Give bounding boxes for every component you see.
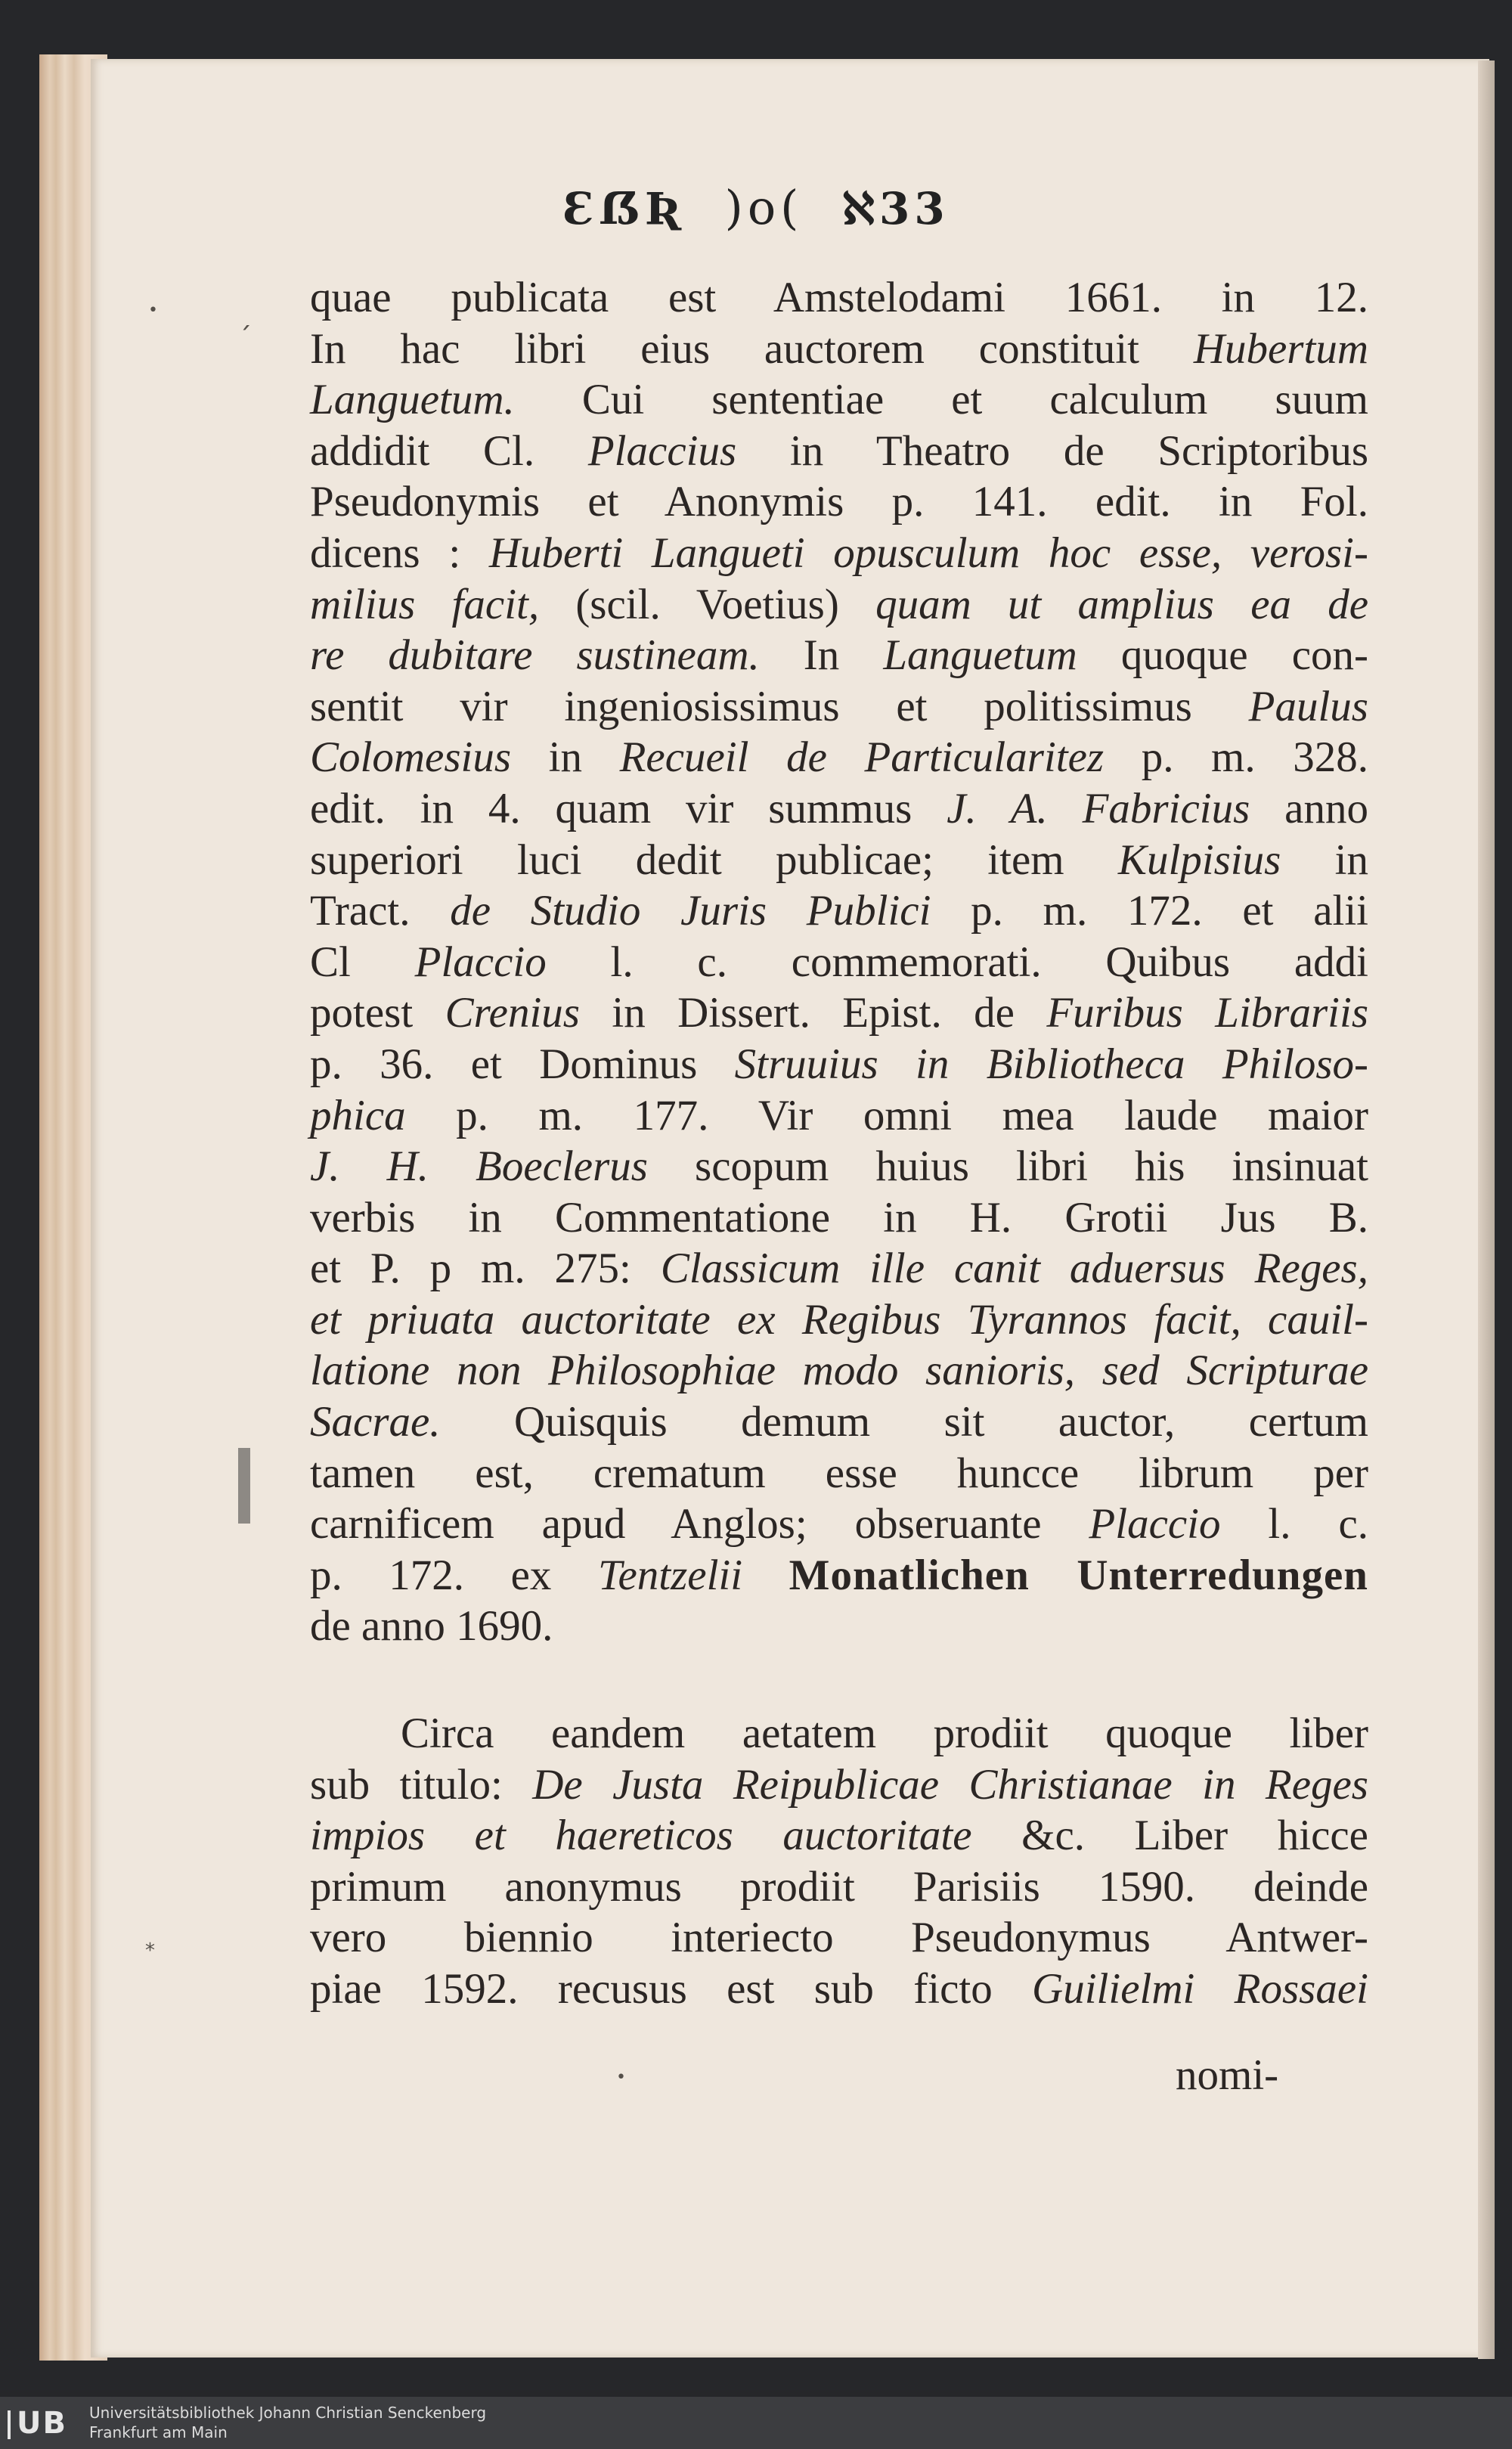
text-run: quae publicata est Amstelodami 1661. in 12.: [310, 274, 1368, 321]
text-line: [310, 987, 1368, 1039]
text-run: superiori luci dedit publicae; item: [310, 835, 1118, 884]
text-run: de anno 1690.: [310, 1602, 553, 1651]
text-line: [310, 1964, 1368, 2015]
text-run: in: [511, 733, 620, 782]
italic-run: Guilielmi Rossaei: [1032, 1965, 1368, 2013]
text-line: [310, 1090, 1368, 1142]
text-run: anno: [1250, 784, 1368, 832]
text-line: [310, 681, 1368, 733]
text-line: [310, 1243, 1368, 1294]
text-line: [310, 1192, 1368, 1244]
text-run: scopum huius libri his insinuat: [647, 1142, 1368, 1191]
text-run: carnificem apud Anglos; obseruante: [310, 1500, 1089, 1548]
text-line: [310, 272, 1368, 324]
text-run: in: [1281, 835, 1368, 884]
text-run: sub titulo:: [310, 1760, 533, 1809]
text-line: [310, 1397, 1368, 1448]
text-run: Tract.: [310, 887, 451, 935]
text-run: in Dissert. Epist. de: [579, 989, 1047, 1037]
text-run: p. 172. ex: [310, 1551, 598, 1599]
text-run: piae 1592. recusus est sub ficto: [310, 1965, 1033, 2013]
italic-run: de Studio Juris Publici: [450, 887, 931, 935]
page-header: [0, 180, 1512, 235]
text-run: p. 36. et Dominus: [310, 1040, 735, 1088]
library-logo: UB: [8, 2406, 80, 2441]
institution-name: [89, 2403, 486, 2442]
text-run: primum anonymus prodiit Parisiis 1590. deinde: [310, 1862, 1368, 1911]
italic-run: impios et haereticos auctoritate: [310, 1812, 972, 1860]
text-line: [310, 1345, 1368, 1397]
italic-run: Languetum: [883, 631, 1077, 680]
paragraph-gap: [310, 1652, 1368, 1708]
margin-mark-lower: *: [145, 1939, 155, 1962]
text-line: [310, 1550, 1368, 1601]
text-run: dicens :: [310, 529, 489, 577]
margin-clip-mark: [238, 1448, 250, 1524]
italic-run: quam ut amplius ea de: [875, 580, 1368, 628]
text-run: p. m. 172. et alii: [931, 887, 1369, 935]
body-text: [310, 272, 1368, 2015]
footer-bar: [0, 2397, 1512, 2449]
text-line: [310, 937, 1368, 988]
text-line: [310, 1039, 1368, 1090]
text-run: quoque con-: [1077, 631, 1368, 680]
italic-run: Classicum ille canit aduersus Reges,: [660, 1245, 1368, 1293]
text-line: [310, 579, 1368, 631]
header-ornament-right: ℵ33: [841, 183, 950, 234]
text-line: [310, 1499, 1368, 1550]
text-run: l. c. commemorati. Quibus addi: [546, 938, 1368, 986]
text-run: l. c.: [1220, 1500, 1368, 1548]
text-line: [310, 476, 1368, 528]
italic-run: phica: [310, 1091, 406, 1139]
text-run: tamen est, crematum esse huncce librum per: [310, 1449, 1368, 1497]
italic-run: Furibus Librariis: [1046, 989, 1369, 1037]
text-run: &c. Liber hicce: [971, 1812, 1368, 1860]
italic-run: Crenius: [445, 989, 580, 1037]
text-line: [310, 835, 1368, 886]
italic-run: milius facit,: [310, 580, 540, 628]
text-run: edit. in 4. quam vir summus: [310, 784, 947, 832]
italic-run: Placcius: [587, 426, 737, 475]
institution-line-1: Universitätsbibliothek Johann Christian Senckenberg: [89, 2404, 487, 2422]
text-line: [310, 1294, 1368, 1346]
page-marker: )o(: [724, 180, 804, 235]
text-run: verbis in Commentatione in H. Grotii Jus B.: [310, 1193, 1368, 1242]
italic-run: Hubertum: [1193, 324, 1368, 373]
italic-run: Languetum.: [310, 376, 515, 424]
text-line: [310, 1810, 1368, 1862]
text-line: [310, 885, 1368, 937]
text-line: [310, 1708, 1368, 1759]
text-run: p. m. 328.: [1104, 733, 1368, 782]
italic-run: J. H. Boeclerus: [310, 1142, 648, 1191]
text-run: sentit vir ingeniosissimus et politissimus: [310, 682, 1249, 730]
margin-dot-mark: •: [148, 301, 158, 320]
italic-run: Colomesius: [310, 733, 512, 782]
margin-stroke-mark: ˏ: [238, 299, 252, 330]
text-run: Circa eandem aetatem prodiit quoque liber: [401, 1710, 1368, 1758]
text-line: [310, 426, 1368, 477]
text-line: [310, 1601, 1368, 1652]
italic-run: De Justa Reipublicae Christianae in Reges: [532, 1760, 1368, 1809]
text-run: (scil. Voetius): [539, 580, 876, 628]
italic-run: Struuius in Bibliotheca Philoso-: [734, 1040, 1369, 1088]
header-ornament-left: ƐẞƦ: [562, 183, 686, 234]
text-run: p. m. 177. Vir omni mea laude maior: [405, 1091, 1368, 1139]
text-line: [310, 528, 1368, 579]
italic-run: latione non Philosophiae modo sanioris, sed Scripturae: [310, 1347, 1368, 1395]
italic-run: J. A. Fabricius: [947, 784, 1250, 832]
text-line: [310, 1141, 1368, 1192]
text-run: In hac libri eius auctorem constituit: [310, 324, 1194, 373]
text-run: [742, 1552, 789, 1599]
text-run: Cl: [310, 938, 415, 986]
text-line: [310, 1448, 1368, 1499]
italic-run: Tentzelii: [597, 1551, 743, 1599]
text-line: [310, 1862, 1368, 1913]
italic-run: Placcio: [414, 938, 547, 986]
italic-run: re dubitare sustineam.: [310, 631, 760, 680]
text-line: [310, 324, 1368, 375]
text-line: [310, 1759, 1368, 1811]
catchword: nomi-: [1176, 2051, 1279, 2099]
bottom-dot-mark: •: [616, 2068, 626, 2087]
italic-run: et priuata auctoritate ex Regibus Tyrannos facit, cauil-: [310, 1295, 1368, 1344]
text-run: Quisquis demum sit auctor, certum: [440, 1398, 1368, 1446]
text-run: in Theatro de Scriptoribus: [736, 426, 1368, 475]
text-run: Cui sententiae et calculum suum: [514, 376, 1368, 424]
text-line: [310, 732, 1368, 783]
text-run: addidit Cl.: [310, 426, 588, 475]
italic-run: Huberti Langueti opusculum hoc esse, verosi-: [488, 529, 1368, 577]
italic-run: Recueil de Particularitez: [619, 733, 1105, 782]
text-line: [310, 783, 1368, 835]
text-run: vero biennio interiecto Pseudonymus Antwer-: [310, 1914, 1368, 1962]
page-right-edge: [1478, 60, 1495, 2359]
italic-run: Sacrae.: [310, 1398, 441, 1446]
text-run: In: [759, 631, 884, 680]
italic-run: Paulus: [1248, 682, 1368, 730]
text-run: Pseudonymis et Anonymis p. 141. edit. in Fol.: [310, 478, 1368, 526]
text-line: [310, 630, 1368, 681]
blackletter-run: Monatlichen Unterredungen: [789, 1551, 1368, 1599]
text-run: potest: [310, 989, 445, 1037]
text-line: [310, 374, 1368, 426]
text-run: et P. p m. 275:: [310, 1245, 661, 1293]
text-line: [310, 1912, 1368, 1964]
italic-run: Placcio: [1089, 1500, 1221, 1548]
institution-line-2: Frankfurt am Main: [89, 2423, 228, 2441]
italic-run: Kulpisius: [1117, 835, 1281, 884]
